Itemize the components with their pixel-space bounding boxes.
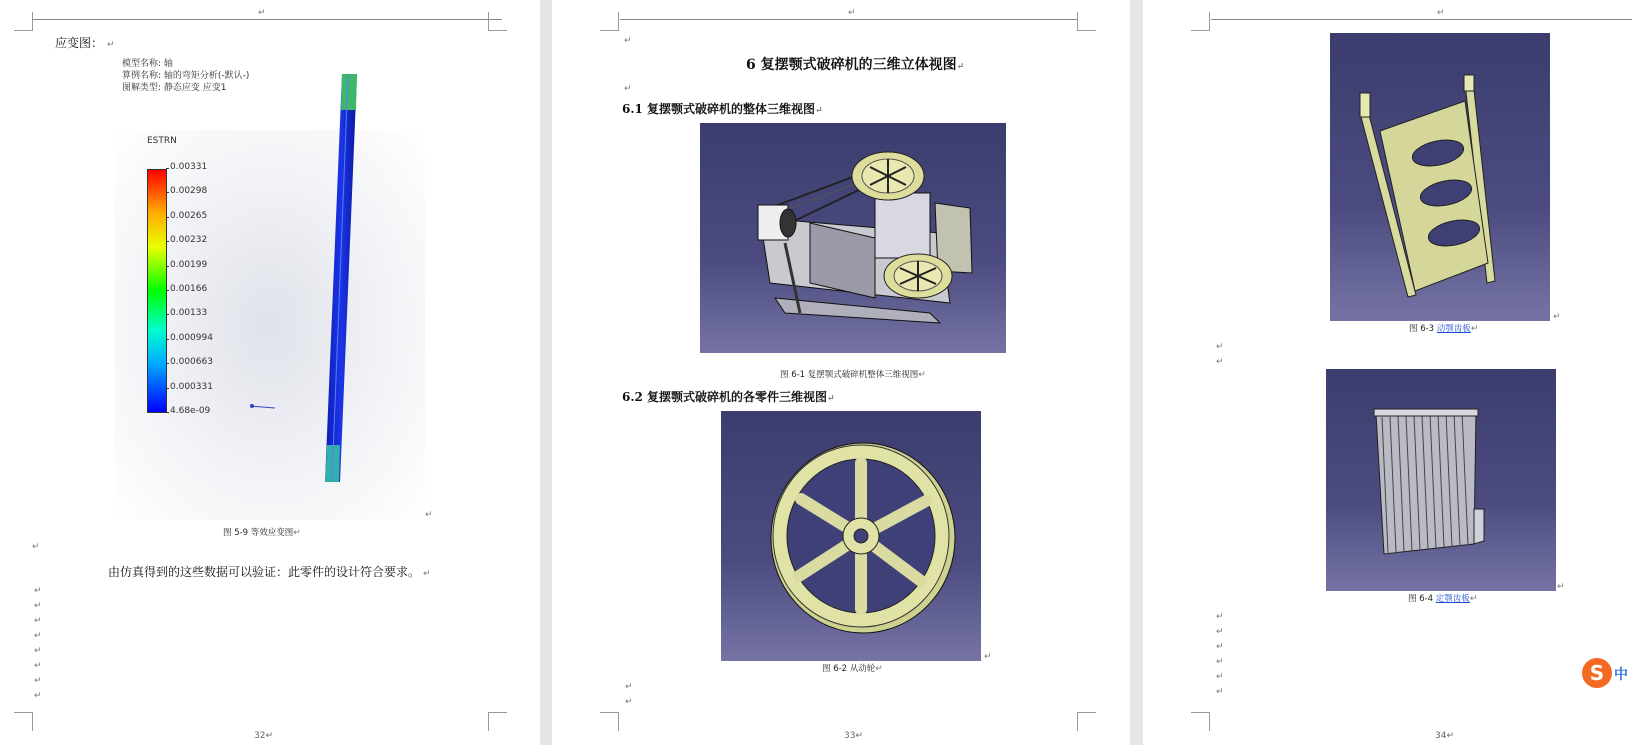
paragraph-mark: ↵ bbox=[1216, 342, 1224, 352]
moving-jaw-plate-figure bbox=[1330, 33, 1550, 321]
paragraph-mark: ↵ bbox=[34, 676, 42, 686]
legend-tick-label: 0.00199 bbox=[170, 259, 208, 270]
fixed-jaw-plate-drawing bbox=[1326, 369, 1556, 591]
crop-mark bbox=[1191, 712, 1210, 731]
paragraph-mark: ↵ bbox=[1216, 627, 1224, 637]
body-paragraph[interactable]: 由仿真得到的这些数据可以验证：此零件的设计符合要求。 ↵ bbox=[108, 565, 431, 579]
legend-title: ESTRN bbox=[147, 136, 177, 146]
section-heading-6-1[interactable]: 6.1 复摆颚式破碎机的整体三维视图↵ bbox=[622, 102, 823, 116]
paragraph-mark: ↵ bbox=[32, 542, 40, 552]
legend-tick-label: 0.000663 bbox=[170, 357, 213, 368]
legend-tick-label: 0.00265 bbox=[170, 210, 208, 221]
paragraph-mark: ↵ bbox=[1216, 612, 1224, 622]
figure-caption-6-2: 图 6-2 从动轮↵ bbox=[822, 664, 883, 674]
paragraph-mark: ↵ bbox=[624, 84, 632, 94]
ime-mode-label[interactable]: 中 bbox=[1614, 667, 1628, 683]
crop-mark bbox=[1191, 12, 1210, 31]
paragraph-mark: ↵ bbox=[34, 616, 42, 626]
paragraph-mark: ↵ bbox=[625, 697, 633, 707]
document-page-33 bbox=[552, 0, 1130, 745]
paragraph-mark: ↵ bbox=[1216, 687, 1224, 697]
legend-tick-label: 0.00232 bbox=[170, 235, 208, 246]
paragraph-mark: ↵ bbox=[34, 646, 42, 656]
legend-tick-label: 0.00133 bbox=[170, 308, 208, 319]
header-line bbox=[1211, 19, 1632, 20]
fixed-jaw-plate-figure bbox=[1326, 369, 1556, 591]
sogou-ime-icon[interactable]: S bbox=[1582, 658, 1612, 688]
page-number: 32↵ bbox=[254, 731, 273, 741]
crop-mark bbox=[14, 12, 33, 31]
figure-caption-6-3: 图 6-3 动颚齿板↵ bbox=[1409, 324, 1479, 334]
paragraph-mark: ↵ bbox=[984, 652, 992, 662]
caption-link-6-3[interactable]: 动颚齿板 bbox=[1436, 324, 1471, 334]
figure-caption-6-1: 图 6-1 复摆颚式破碎机整体三维视图↵ bbox=[780, 370, 926, 380]
paragraph-mark: ↵ bbox=[1216, 642, 1224, 652]
crop-mark bbox=[1077, 712, 1096, 731]
crusher-assembly-figure bbox=[700, 123, 1006, 353]
paragraph-mark: ↵ bbox=[624, 36, 632, 46]
header-line bbox=[620, 19, 1078, 20]
paragraph-mark: ↵ bbox=[625, 682, 633, 692]
crop-mark bbox=[488, 712, 507, 731]
driven-wheel-drawing bbox=[721, 411, 981, 661]
paragraph-mark: ↵ bbox=[1216, 657, 1224, 667]
paragraph-mark: ↵ bbox=[1437, 8, 1445, 18]
figure-caption-6-4: 图 6-4 定颚齿板↵ bbox=[1408, 594, 1478, 604]
paragraph-mark: ↵ bbox=[1553, 312, 1561, 322]
document-page-32 bbox=[0, 0, 540, 745]
paragraph-mark: ↵ bbox=[1216, 357, 1224, 367]
legend-tick-label: 0.00298 bbox=[170, 186, 208, 197]
driven-wheel-figure bbox=[721, 411, 981, 661]
paragraph-mark: ↵ bbox=[1216, 672, 1224, 682]
legend-tick-label: 0.00331 bbox=[170, 162, 208, 172]
figure-caption-5-9: 图 5-9 等效应变图↵ bbox=[223, 528, 301, 538]
crop-mark bbox=[600, 712, 619, 731]
paragraph-mark: ↵ bbox=[34, 631, 42, 641]
flywheel-top bbox=[852, 152, 924, 200]
page-number: 34↵ bbox=[1435, 731, 1454, 741]
paragraph-mark: ↵ bbox=[1557, 582, 1565, 592]
paragraph-mark: ↵ bbox=[258, 8, 266, 18]
header-line bbox=[32, 19, 502, 20]
strain-color-legend bbox=[147, 169, 167, 413]
legend-tick-label: 0.000994 bbox=[170, 332, 213, 343]
crusher-assembly-drawing bbox=[700, 123, 1006, 353]
document-page-34 bbox=[1143, 0, 1632, 745]
crop-mark bbox=[14, 712, 33, 731]
shaft-strain-model bbox=[250, 70, 390, 490]
section-heading-6-2[interactable]: 6.2 复摆颚式破碎机的各零件三维视图↵ bbox=[622, 390, 835, 404]
paragraph-mark: ↵ bbox=[34, 661, 42, 671]
plot-meta: 模型名称: 轴 算例名称: 轴的弯矩分析(-默认-) 图解类型: 静态应变 应变1 bbox=[122, 59, 250, 93]
page-number: 33↵ bbox=[844, 731, 863, 741]
moving-jaw-plate-drawing bbox=[1330, 33, 1550, 321]
legend-tick-label: 4.68e-09 bbox=[170, 406, 211, 416]
paragraph-mark: ↵ bbox=[848, 8, 856, 18]
caption-link-6-4[interactable]: 定颚齿板 bbox=[1435, 594, 1470, 604]
legend-tick-label: 0.000331 bbox=[170, 381, 213, 392]
strain-heading[interactable]: 应变图： ↵ bbox=[55, 36, 115, 50]
paragraph-mark: ↵ bbox=[425, 510, 433, 520]
paragraph-mark: ↵ bbox=[34, 601, 42, 611]
legend-tick-label: 0.00166 bbox=[170, 284, 208, 294]
crop-mark bbox=[488, 12, 507, 31]
crop-mark bbox=[600, 12, 619, 31]
flywheel-bottom bbox=[884, 254, 952, 298]
crop-mark bbox=[1077, 12, 1096, 31]
chapter-title[interactable]: 6 复摆颚式破碎机的三维立体视图↵ bbox=[746, 57, 965, 73]
paragraph-mark: ↵ bbox=[34, 691, 42, 701]
paragraph-mark: ↵ bbox=[34, 586, 42, 596]
